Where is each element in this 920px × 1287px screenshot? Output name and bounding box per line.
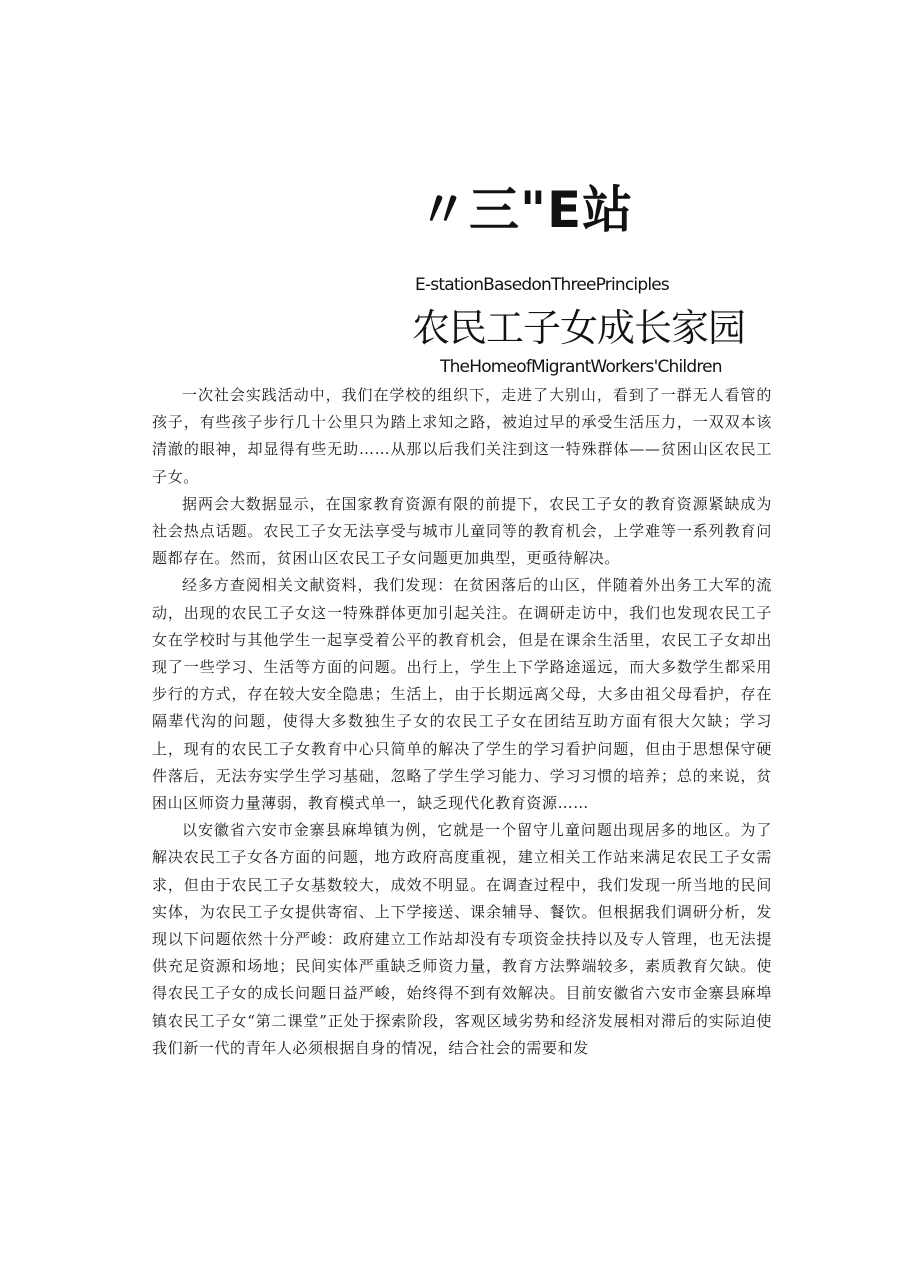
english-subtitle: E-stationBasedonThreePrinciples xyxy=(415,275,669,295)
document-title: 〃三"E站 xyxy=(418,181,634,239)
english-heading: TheHomeofMigrantWorkers'Children xyxy=(440,357,722,377)
body-text xyxy=(152,382,772,1062)
paragraph-1: 一次社会实践活动中，我们在学校的组织下，走进了大别山，看到了一群无人看管的孩子，有些孩子步行几十公里只为踏上求知之路，被迫过早的承受生活压力，一双双本该清澈的眼神，却显得有些无助……从那以后我们关注到这一特殊群体——贫困山区农民工子女。 xyxy=(152,386,772,486)
paragraph-3: 经多方查阅相关文献资料，我们发现：在贫困落后的山区，伴随着外出务工大军的流动，出现的农民工子女这一特殊群体更加引起关注。在调研走访中，我们也发现农民工子女在学校时与其他学生一起享受着公平的教育机会，但是在课余生活里，农民工子女却出现了一些学习、生活等方面的问题。出行上，学生上下学路途遥远，而大多数学生都采用步行的方式，存在较大安全隐患；生活上，由于长期远离父母，大多由祖父母看护，存在隔辈代沟的问题，使得大多数独生子女的农民工子女在团结互助方面有很大欠缺；学习上，现有的农民工子女教育中心只简单的解决了学生的学习看护问题，但由于思想保守硬件落后，无法夯实学生学习基础，忽略了学生学习能力、学习习惯的培养；总的来说，贫困山区师资力量薄弱，教育模式单一，缺乏现代化教育资源…… xyxy=(152,576,772,813)
paragraph-4: 以安徽省六安市金寨县麻埠镇为例，它就是一个留守儿童问题出现居多的地区。为了解决农民工子女各方面的问题，地方政府高度重视，建立相关工作站来满足农民工子女需求，但由于农民工子女基数较大，成效不明显。在调查过程中，我们发现一所当地的民间实体，为农民工子女提供寄宿、上下学接送、课余辅导、餐饮。但根据我们调研分析，发现以下问题依然十分严峻：政府建立工作站却没有专项资金扶持以及专人管理，也无法提供充足资源和场地；民间实体严重缺乏师资力量，教育方法弊端较多，素质教育欠缺。使得农民工子女的成长问题日益严峻，始终得不到有效解决。目前安徽省六安市金寨县麻埠镇农民工子女“第二课堂”正处于探索阶段，客观区域劣势和经济发展相对滞后的实际迫使我们新一代的青年人必须根据自身的情况，结合社会的需要和发 xyxy=(152,821,772,1057)
paragraph-2: 据两会大数据显示，在国家教育资源有限的前提下，农民工子女的教育资源紧缺成为社会热点话题。农民工子女无法享受与城市儿童同等的教育机会，上学难等一系列教育问题都存在。然而，贫困山区农民工子女问题更加典型，更亟待解决。 xyxy=(152,494,772,568)
chinese-heading: 农民工子女成长家园 xyxy=(412,306,746,350)
